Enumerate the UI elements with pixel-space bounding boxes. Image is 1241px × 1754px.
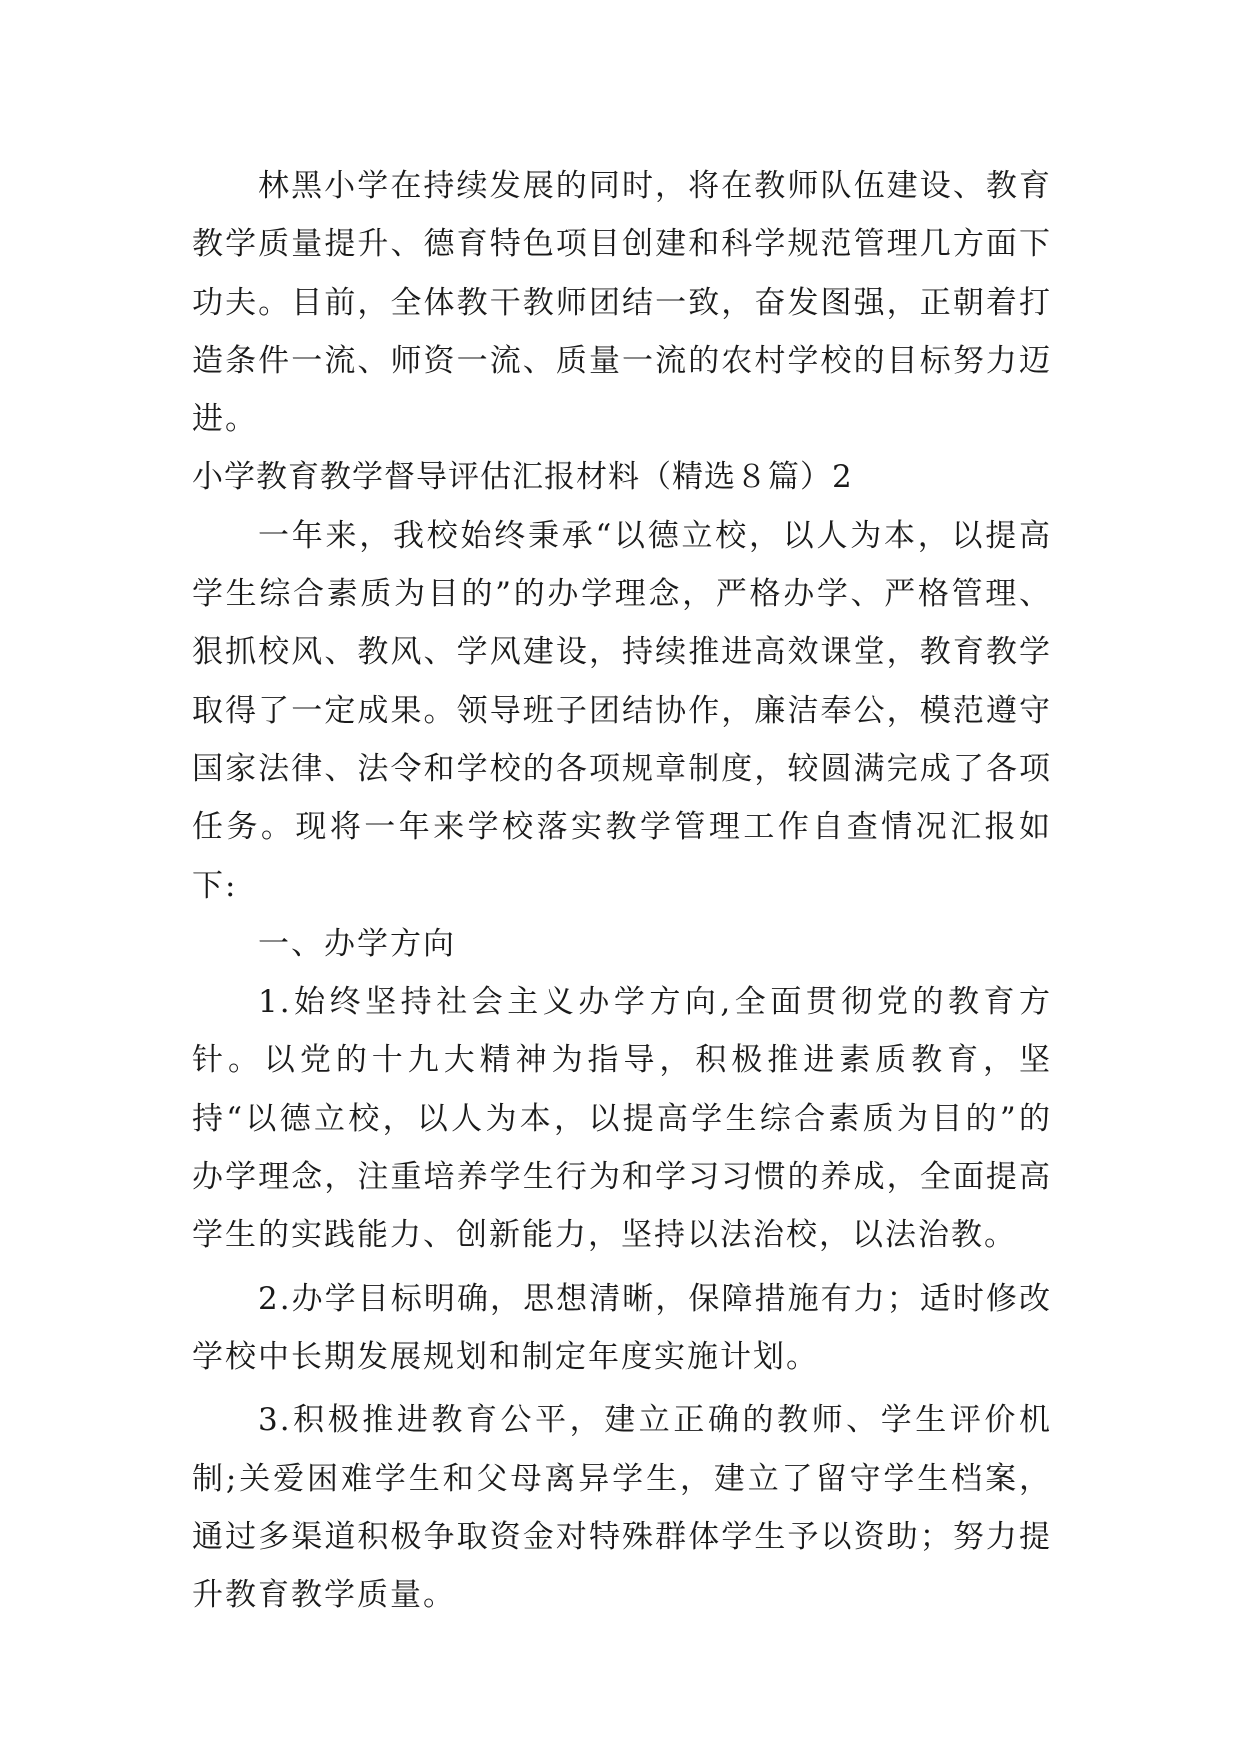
section-heading: 小学教育教学督导评估汇报材料（精选８篇）2 [192,459,853,496]
paragraph-item-2: 2.办学目标明确，思想清晰，保障措施有力；适时修改学校中长期发展规划和制定年度实施计划。 [192,1280,1052,1375]
paragraph-school-development: 林黑小学在持续发展的同时，将在教师队伍建设、教育教学质量提升、德育特色项目创建和科学规范管理几方面下功夫。目前，全体教干教师团结一致，奋发图强，正朝着打造条件一流、师资一流、质量一流的农村学校的目标努力迈进。 [192,168,1052,438]
document-body [192,157,1052,1624]
subheading-school-direction: 一、办学方向 [258,925,456,962]
paragraph-item-3: 3.积极推进教育公平，建立正确的教师、学生评价机制;关爱困难学生和父母离异学生，建立了留守学生档案，通过多渠道积极争取资金对特殊群体学生予以资助；努力提升教育教学质量。 [192,1402,1052,1614]
paragraph-item-1: 1.始终坚持社会主义办学方向,全面贯彻党的教育方针。以党的十九大精神为指导，积极推进素质教育，坚持“以德立校，以人为本，以提高学生综合素质为目的”的办学理念，注重培养学生行为和学习习惯的养成，全面提高学生的实践能力、创新能力，坚持以法治校，以法治教。 [192,984,1052,1254]
paragraph-overview: 一年来，我校始终秉承“以德立校，以人为本，以提高学生综合素质为目的”的办学理念，严格办学、严格管理、狠抓校风、教风、学风建设，持续推进高效课堂，教育教学取得了一定成果。领导班子团结协作，廉洁奉公，模范遵守国家法律、法令和学校的各项规章制度，较圆满完成了各项任务。现将一年来学校落实教学管理工作自查情况汇报如下: [192,517,1052,904]
